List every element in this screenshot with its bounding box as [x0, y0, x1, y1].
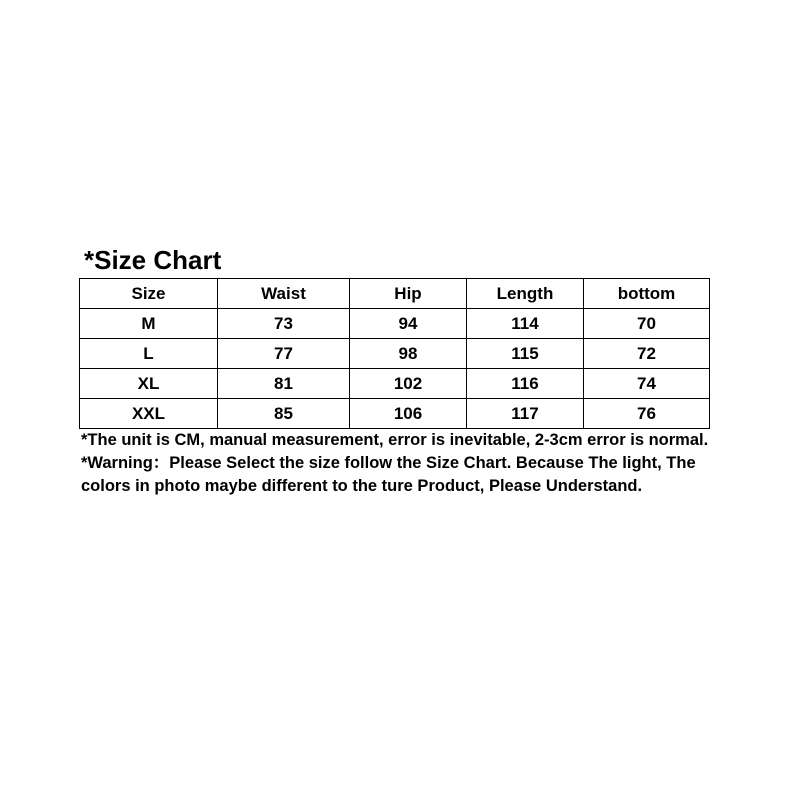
- cell-bottom: 76: [584, 399, 710, 429]
- table-row: [80, 399, 710, 429]
- table-row: [80, 339, 710, 369]
- cell-size: M: [80, 309, 218, 339]
- cell-waist: 77: [218, 339, 350, 369]
- cell-waist: 85: [218, 399, 350, 429]
- header-bottom: bottom: [584, 279, 710, 309]
- table-row: [80, 369, 710, 399]
- cell-length: 116: [467, 369, 584, 399]
- cell-size: XXL: [80, 399, 218, 429]
- cell-waist: 81: [218, 369, 350, 399]
- header-length: Length: [467, 279, 584, 309]
- table-header-row: [80, 279, 710, 309]
- cell-bottom: 70: [584, 309, 710, 339]
- header-hip: Hip: [350, 279, 467, 309]
- header-waist: Waist: [218, 279, 350, 309]
- cell-waist: 73: [218, 309, 350, 339]
- cell-hip: 102: [350, 369, 467, 399]
- size-table: [79, 278, 710, 429]
- size-chart-title: *Size Chart: [84, 245, 222, 275]
- cell-hip: 106: [350, 399, 467, 429]
- cell-length: 115: [467, 339, 584, 369]
- notes: [81, 429, 716, 498]
- cell-bottom: 74: [584, 369, 710, 399]
- cell-length: 117: [467, 399, 584, 429]
- header-size: Size: [80, 279, 218, 309]
- cell-size: L: [80, 339, 218, 369]
- cell-hip: 98: [350, 339, 467, 369]
- unit-note: *The unit is CM, manual measurement, error is inevitable, 2-3cm error is normal.: [81, 431, 709, 449]
- cell-hip: 94: [350, 309, 467, 339]
- table-row: [80, 309, 710, 339]
- cell-length: 114: [467, 309, 584, 339]
- warning-note: *Warning：Please Select the size follow the Size Chart. Because The light, The colors in photo maybe different to the ture Product, Please Understand.: [81, 454, 696, 495]
- cell-size: XL: [80, 369, 218, 399]
- cell-bottom: 72: [584, 339, 710, 369]
